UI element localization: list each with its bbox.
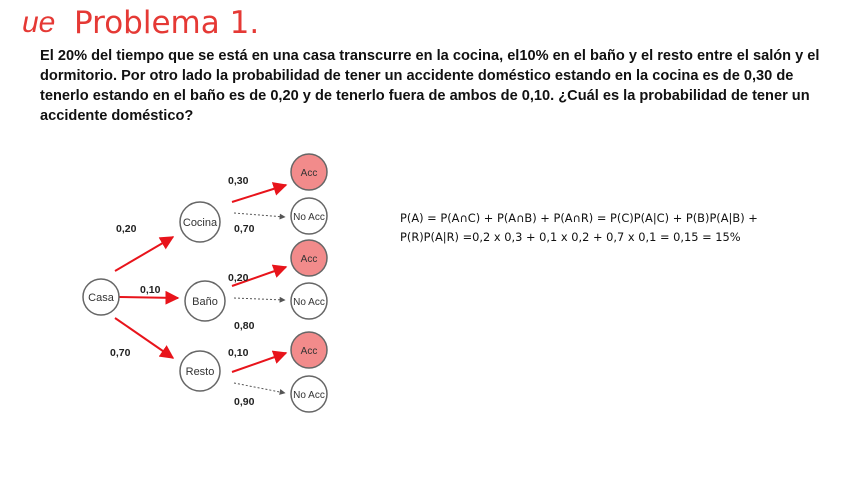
arrow-cocina-noacc	[234, 213, 285, 217]
node-cocina	[180, 202, 220, 242]
node-bano	[185, 281, 225, 321]
arrow-resto-noacc	[234, 383, 285, 393]
branch-arrow-bano	[119, 297, 178, 298]
svg-text:No Acc: No Acc	[293, 212, 325, 223]
probability-tree	[60, 150, 360, 420]
prob-label-cocina: 0,20	[116, 223, 137, 235]
svg-text:Resto: Resto	[185, 366, 215, 378]
node-cocina-noacc	[291, 198, 327, 234]
svg-text:Baño: Baño	[192, 296, 218, 308]
node-resto-noacc	[291, 376, 327, 412]
svg-text:No Acc: No Acc	[293, 390, 325, 401]
ue-logo	[22, 6, 64, 40]
svg-text:Cocina: Cocina	[182, 217, 218, 229]
arrow-cocina-acc	[232, 185, 286, 202]
node-bano-acc	[291, 240, 327, 276]
node-bano-noacc	[291, 283, 327, 319]
svg-text:No Acc: No Acc	[293, 297, 325, 308]
node-resto	[180, 351, 220, 391]
node-resto-acc	[291, 332, 327, 368]
prob-label-bano-noacc: 0,80	[234, 320, 255, 332]
formula	[400, 209, 820, 247]
node-casa	[83, 279, 119, 315]
node-cocina-acc	[291, 154, 327, 190]
svg-text:Casa: Casa	[88, 292, 114, 304]
problem-statement: El 20% del tiempo que se está en una casa transcurre en la cocina, el10% en el baño y el resto entre el salón y el dormitorio. Por otro lado la probabilidad de tener un accidente doméstico estando en la cocina es de 0,30 de tenerlo estando en el baño es de 0,20 y de tenerlo fuera de ambos de 0,10. ¿Cuál es la probabilidad de tener un accidente doméstico?	[40, 48, 820, 124]
prob-label-bano: 0,10	[140, 284, 161, 296]
prob-label-resto-noacc: 0,90	[234, 396, 255, 408]
formula-line-2: P(R)P(A|R) =0,2 x 0,3 + 0,1 x 0,2 + 0,7 x 0,1 = 0,15 = 15%	[400, 230, 741, 244]
prob-label-cocina-noacc: 0,70	[234, 223, 255, 235]
prob-label-bano-acc: 0,20	[228, 272, 249, 284]
prob-label-resto-acc: 0,10	[228, 347, 249, 359]
arrow-bano-noacc	[234, 298, 285, 300]
page-title: Problema 1.	[74, 5, 260, 41]
svg-text:Acc: Acc	[300, 168, 318, 179]
prob-label-cocina-acc: 0,30	[228, 175, 249, 187]
ue-logo-text: ue	[22, 6, 56, 39]
formula-line-1: P(A) = P(A∩C) + P(A∩B) + P(A∩R) = P(C)P(A|C) + P(B)P(A|B) +	[400, 211, 758, 225]
svg-text:Acc: Acc	[300, 254, 318, 265]
prob-label-resto: 0,70	[110, 347, 131, 359]
branch-arrow-cocina	[115, 237, 173, 271]
svg-text:Acc: Acc	[300, 346, 318, 357]
